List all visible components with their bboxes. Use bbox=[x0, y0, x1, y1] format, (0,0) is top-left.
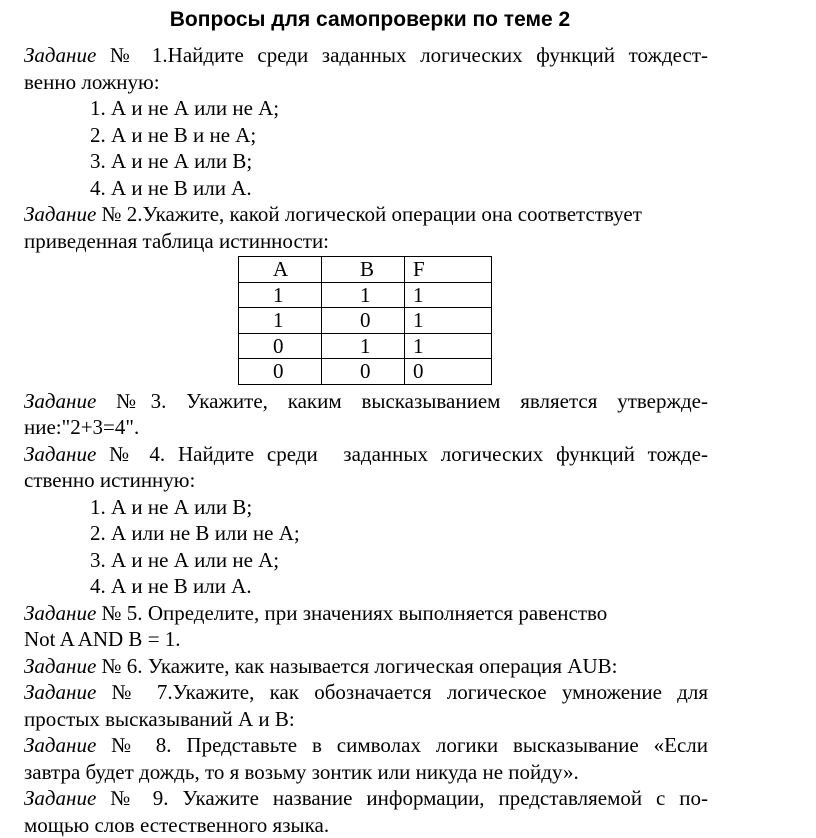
task-word: Задание bbox=[24, 202, 96, 226]
task-3-label: №3. bbox=[116, 389, 166, 413]
page-title: Вопросы для самопроверки по теме 2 bbox=[0, 8, 740, 32]
task-8-text: Представьте в символах логики высказывание «Если bbox=[172, 733, 708, 757]
task-word: Задание bbox=[24, 786, 96, 810]
task-8-label: № 8. bbox=[111, 733, 171, 757]
task-1 bbox=[24, 42, 708, 69]
truth-table-cell: 1 bbox=[405, 333, 492, 359]
truth-table-cell: 1 bbox=[322, 333, 405, 359]
task-5-text-continued: Not A AND B = 1. bbox=[24, 626, 708, 653]
task-3-text-continued: ние:"2+3=4". bbox=[24, 414, 708, 441]
task-9-text: Укажите название информации, представляемой с по- bbox=[169, 786, 708, 810]
task-5-text: Определите, при значениях выполняется равенство bbox=[143, 601, 608, 625]
task-4-option-1: 1. А и не А или В; bbox=[90, 494, 708, 521]
truth-table-header: А bbox=[239, 257, 322, 283]
task-7-label: № 7. bbox=[112, 680, 173, 704]
truth-table-cell: 0 bbox=[239, 359, 322, 385]
task-4-text-continued: ственно истинную: bbox=[24, 467, 708, 494]
task-1-option-1: 1. А и не А или не А; bbox=[90, 95, 708, 122]
task-3-text: Укажите, каким высказыванием является утвержде- bbox=[166, 389, 708, 413]
truth-table-header-row bbox=[239, 257, 492, 283]
task-7 bbox=[24, 679, 708, 706]
task-1-option-3: 3. А и не А или В; bbox=[90, 148, 708, 175]
truth-table bbox=[238, 256, 492, 385]
task-8 bbox=[24, 732, 708, 759]
task-8-text-continued: завтра будет дождь, то я возьму зонтик или никуда не пойду». bbox=[24, 759, 708, 786]
truth-table-cell: 1 bbox=[405, 308, 492, 334]
task-1-text-continued: венно ложную: bbox=[24, 69, 708, 96]
truth-table-cell: 0 bbox=[405, 359, 492, 385]
task-word: Задание bbox=[24, 733, 96, 757]
truth-table-header: В bbox=[322, 257, 405, 283]
task-9-text-continued: мощью слов естественного языка. bbox=[24, 812, 708, 838]
truth-table-cell: 1 bbox=[239, 282, 322, 308]
truth-table-cell: 1 bbox=[405, 282, 492, 308]
task-word: Задание bbox=[24, 680, 96, 704]
task-1-label: № 1. bbox=[110, 43, 168, 67]
truth-table-cell: 1 bbox=[239, 308, 322, 334]
task-word: Задание bbox=[24, 654, 96, 678]
truth-table-cell: 0 bbox=[239, 333, 322, 359]
truth-table-cell: 0 bbox=[322, 359, 405, 385]
task-6-label: № 6. bbox=[102, 654, 143, 678]
task-4-option-3: 3. А и не А или не А; bbox=[90, 547, 708, 574]
truth-table-cell: 0 bbox=[322, 308, 405, 334]
task-6-text: Укажите, как называется логическая операция АUВ: bbox=[143, 654, 618, 678]
truth-table-row bbox=[239, 333, 492, 359]
task-7-text-continued: простых высказываний А и В: bbox=[24, 706, 708, 733]
truth-table-cell: 1 bbox=[322, 282, 405, 308]
task-1-text: Найдите среди заданных логических функций тождест- bbox=[168, 43, 708, 67]
task-2 bbox=[24, 201, 708, 228]
task-3 bbox=[24, 388, 708, 415]
task-4-label: № 4. bbox=[109, 442, 165, 466]
task-word: Задание bbox=[24, 601, 96, 625]
task-word: Задание bbox=[24, 389, 96, 413]
truth-table-header: F bbox=[405, 257, 492, 283]
task-5-label: № 5. bbox=[102, 601, 143, 625]
task-1-option-4: 4. А и не В или А. bbox=[90, 175, 708, 202]
task-4-option-4: 4. А и не В или А. bbox=[90, 573, 708, 600]
task-6 bbox=[24, 653, 708, 680]
task-1-option-2: 2. А и не В и не А; bbox=[90, 122, 708, 149]
task-2-label: № 2. bbox=[102, 202, 143, 226]
task-2-text: Укажите, какой логической операции она соответствует bbox=[143, 202, 642, 226]
truth-table-row bbox=[239, 308, 492, 334]
task-word: Задание bbox=[24, 43, 96, 67]
truth-table-row bbox=[239, 359, 492, 385]
truth-table-row bbox=[239, 282, 492, 308]
task-4 bbox=[24, 441, 708, 468]
task-9 bbox=[24, 785, 708, 812]
task-9-label: № 9. bbox=[110, 786, 168, 810]
document-body bbox=[24, 42, 708, 838]
task-4-text: Найдите среди заданных логических функций тожде- bbox=[165, 442, 708, 466]
task-word: Задание bbox=[24, 442, 96, 466]
task-7-text: Укажите, как обозначается логическое умножение для bbox=[173, 680, 708, 704]
task-4-option-2: 2. А или не В или не А; bbox=[90, 520, 708, 547]
task-2-text-continued: приведенная таблица истинности: bbox=[24, 228, 708, 255]
task-5 bbox=[24, 600, 708, 627]
